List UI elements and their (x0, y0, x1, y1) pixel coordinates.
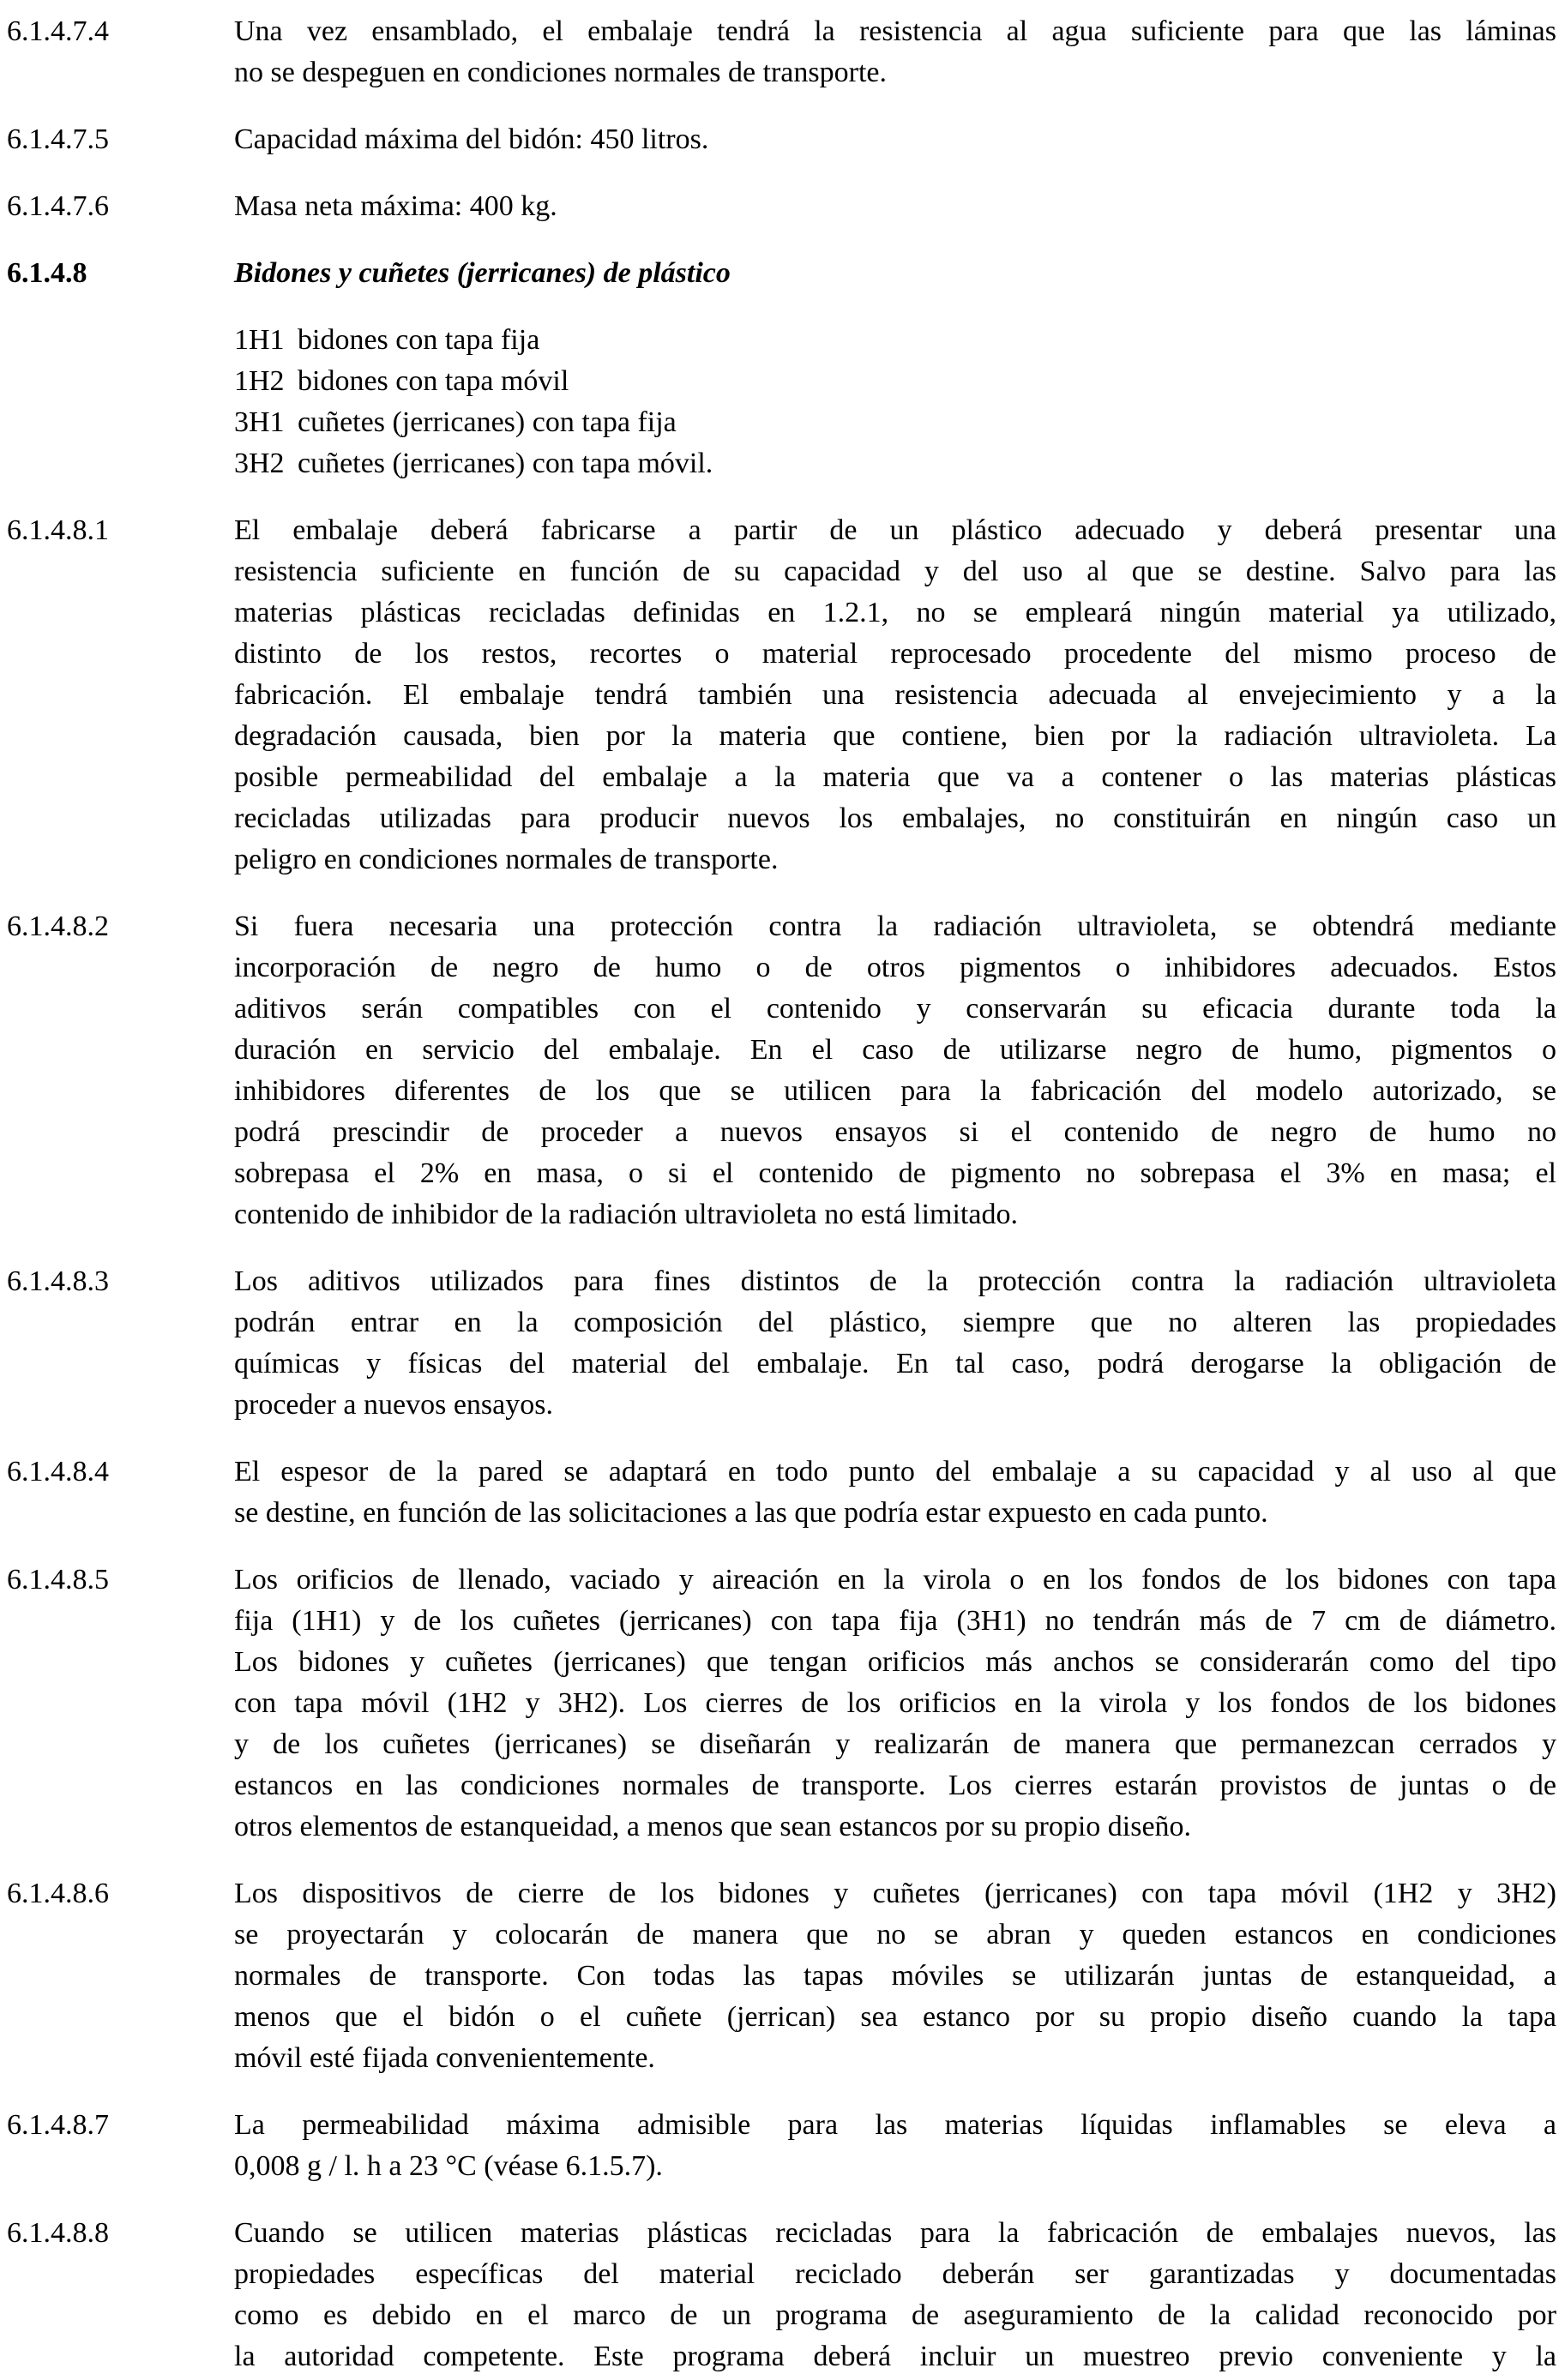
paragraph-line: El espesor de la pared se adaptará en todo punto del embalaje a su capacidad y al uso al que (234, 1456, 1556, 1488)
section-paragraph (0, 11, 1565, 93)
section-paragraph (0, 1560, 1565, 1848)
section-paragraph (0, 186, 1565, 227)
paragraph-line: como es debido en el marco de un programa de aseguramiento de la calidad reconocido por (234, 2299, 1556, 2331)
paragraph-body (234, 906, 1556, 1235)
paragraph-line: degradación causada, bien por la materia que contiene, bien por la radiación ultravioleta. La (234, 720, 1556, 752)
paragraph-body (234, 1560, 1556, 1848)
packaging-type-item (234, 320, 1556, 361)
section-number: 6.1.4.8.1 (7, 514, 109, 546)
paragraph-body (234, 253, 1556, 294)
section-number: 6.1.4.8.2 (7, 911, 109, 942)
paragraph-line: Los aditivos utilizados para fines distintos de la protección contra la radiación ultravioleta (234, 1265, 1556, 1297)
paragraph-line: Cuando se utilicen materias plásticas recicladas para la fabricación de embalajes nuevos, las (234, 2217, 1556, 2249)
section-number: 6.1.4.7.4 (7, 15, 109, 47)
section-paragraph (0, 510, 1565, 880)
paragraph-line: móvil esté fijada convenientemente. (234, 2042, 655, 2074)
paragraph-line: y de los cuñetes (jerricanes) se diseñarán y realizarán de manera que permanezcan cerrados y (234, 1728, 1556, 1760)
packaging-description: bidones con tapa fija (298, 324, 540, 356)
packaging-description: cuñetes (jerricanes) con tapa móvil. (298, 448, 713, 479)
packaging-code-list (0, 320, 1565, 484)
paragraph-line: distinto de los restos, recortes o material reprocesado procedente del mismo proceso de (234, 638, 1556, 670)
paragraph-line: normales de transporte. Con todas las tapas móviles se utilizarán juntas de estanqueidad, a (234, 1960, 1556, 1992)
paragraph-line: Masa neta máxima: 400 kg. (234, 190, 557, 222)
packaging-description: bidones con tapa móvil (298, 365, 569, 397)
section-heading-row (0, 253, 1565, 294)
packaging-code: 3H1 (234, 406, 285, 438)
paragraph-body (234, 510, 1556, 880)
paragraph-line: aditivos serán compatibles con el contenido y conservarán su eficacia durante toda la (234, 993, 1556, 1025)
paragraph-line: contenido de inhibidor de la radiación ultravioleta no está limitado. (234, 1199, 1018, 1230)
paragraph-line: podrá prescindir de proceder a nuevos ensayos si el contenido de negro de humo no (234, 1116, 1556, 1148)
paragraph-line: Los dispositivos de cierre de los bidones y cuñetes (jerricanes) con tapa móvil (1H2 y 3H2) (234, 1878, 1556, 1909)
paragraph-body (234, 1451, 1556, 1534)
packaging-description: cuñetes (jerricanes) con tapa fija (298, 406, 677, 438)
paragraph-body (234, 186, 1556, 227)
section-paragraph (0, 2213, 1565, 2377)
paragraph-line: con tapa móvil (1H2 y 3H2). Los cierres de los orificios en la virola y los fondos de los bidones (234, 1687, 1556, 1719)
section-number: 6.1.4.8.4 (7, 1456, 109, 1488)
packaging-code: 1H2 (234, 365, 285, 397)
paragraph-line: duración en servicio del embalaje. En el caso de utilizarse negro de humo, pigmentos o (234, 1034, 1556, 1066)
paragraph-body (234, 119, 1556, 160)
paragraph-line: menos que el bidón o el cuñete (jerrican) sea estanco por su propio diseño cuando la tapa (234, 2001, 1556, 2033)
paragraph-line: no se despeguen en condiciones normales de transporte. (234, 57, 887, 88)
section-number: 6.1.4.8.6 (7, 1878, 109, 1909)
paragraph-line: Los bidones y cuñetes (jerricanes) que tengan orificios más anchos se considerarán como del tipo (234, 1646, 1556, 1678)
paragraph-line: la autoridad competente. Este programa deberá incluir un muestreo previo conveniente y la (234, 2341, 1556, 2372)
paragraph-line: Los orificios de llenado, vaciado y aireación en la virola o en los fondos de los bidones con tapa (234, 1564, 1556, 1596)
paragraph-line: recicladas utilizadas para producir nuevos los embalajes, no constituirán en ningún caso un (234, 802, 1556, 834)
paragraph-line: se destine, en función de las solicitaciones a las que podría estar expuesto en cada punto. (234, 1497, 1268, 1529)
paragraph-body (234, 1261, 1556, 1426)
paragraph-body (234, 2213, 1556, 2377)
paragraph-line: fija (1H1) y de los cuñetes (jerricanes) con tapa fija (3H1) no tendrán más de 7 cm de diámetro. (234, 1605, 1556, 1637)
packaging-code: 3H2 (234, 448, 285, 479)
section-number: 6.1.4.7.6 (7, 190, 109, 222)
section-paragraph (0, 119, 1565, 160)
paragraph-line: se proyectarán y colocarán de manera que no se abran y queden estancos en condiciones (234, 1919, 1556, 1950)
paragraph-line: proceder a nuevos ensayos. (234, 1389, 553, 1421)
paragraph-line: inhibidores diferentes de los que se utilicen para la fabricación del modelo autorizado, se (234, 1075, 1556, 1107)
paragraph-line: Si fuera necesaria una protección contra la radiación ultravioleta, se obtendrá mediante (234, 911, 1556, 942)
paragraph-body (234, 1873, 1556, 2079)
section-paragraph (0, 1261, 1565, 1426)
paragraph-line: propiedades específicas del material reciclado deberán ser garantizadas y documentadas (234, 2258, 1556, 2290)
section-paragraph (0, 2105, 1565, 2187)
section-number: 6.1.4.8.7 (7, 2109, 109, 2141)
packaging-type-item (234, 361, 1556, 402)
section-number: 6.1.4.8 (7, 257, 87, 289)
paragraph-line: fabricación. El embalaje tendrá también una resistencia adecuada al envejecimiento y a la (234, 679, 1556, 711)
paragraph-line: posible permeabilidad del embalaje a la materia que va a contener o las materias plásticas (234, 761, 1556, 793)
paragraph-line: La permeabilidad máxima admisible para las materias líquidas inflamables se eleva a (234, 2109, 1556, 2141)
section-paragraph (0, 906, 1565, 1235)
section-paragraph (0, 1873, 1565, 2079)
paragraph-body (234, 11, 1556, 93)
paragraph-line: químicas y físicas del material del embalaje. En tal caso, podrá derogarse la obligación de (234, 1348, 1556, 1379)
paragraph-line: estancos en las condiciones normales de transporte. Los cierres estarán provistos de juntas o de (234, 1770, 1556, 1801)
paragraph-line: sobrepasa el 2% en masa, o si el contenido de pigmento no sobrepasa el 3% en masa; el (234, 1157, 1556, 1189)
paragraph-line: materias plásticas recicladas definidas en 1.2.1, no se empleará ningún material ya utilizado, (234, 597, 1556, 628)
section-heading: Bidones y cuñetes (jerricanes) de plástico (234, 257, 731, 289)
packaging-code: 1H1 (234, 324, 285, 356)
packaging-type-item (234, 443, 1556, 484)
paragraph-line: Capacidad máxima del bidón: 450 litros. (234, 123, 709, 155)
paragraph-line: otros elementos de estanqueidad, a menos que sean estancos por su propio diseño. (234, 1811, 1192, 1842)
paragraph-line: El embalaje deberá fabricarse a partir de un plástico adecuado y deberá presentar una (234, 514, 1556, 546)
paragraph-body (234, 320, 1556, 484)
section-number: 6.1.4.8.8 (7, 2217, 109, 2249)
paragraph-line: incorporación de negro de humo o de otros pigmentos o inhibidores adecuados. Estos (234, 952, 1556, 983)
packaging-type-item (234, 402, 1556, 443)
section-number: 6.1.4.8.5 (7, 1564, 109, 1596)
paragraph-line: Una vez ensamblado, el embalaje tendrá la resistencia al agua suficiente para que las láminas (234, 15, 1556, 47)
section-number: 6.1.4.8.3 (7, 1265, 109, 1297)
paragraph-line: peligro en condiciones normales de transporte. (234, 844, 779, 875)
paragraph-body (234, 2105, 1556, 2187)
section-paragraph (0, 1451, 1565, 1534)
section-number: 6.1.4.7.5 (7, 123, 109, 155)
paragraph-line: 0,008 g / l. h a 23 °C (véase 6.1.5.7). (234, 2150, 663, 2182)
paragraph-line: podrán entrar en la composición del plástico, siempre que no alteren las propiedades (234, 1307, 1556, 1338)
paragraph-line: resistencia suficiente en función de su capacidad y del uso al que se destine. Salvo para las (234, 556, 1556, 587)
